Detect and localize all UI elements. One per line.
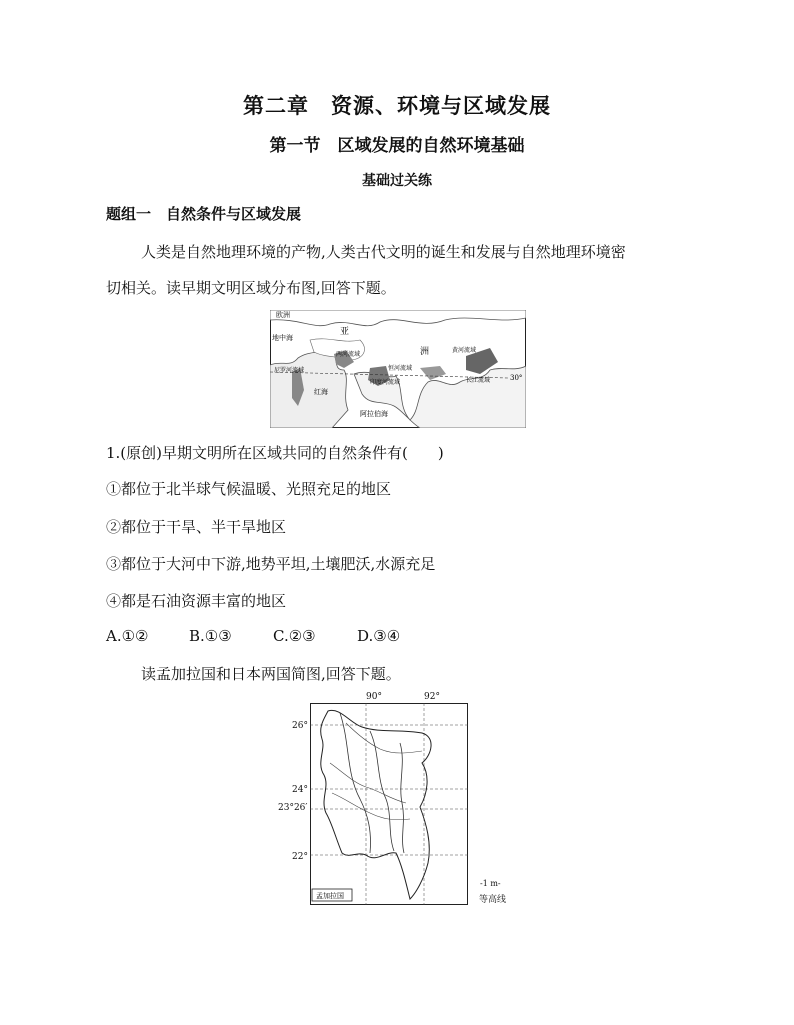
chapter-title: 第二章 资源、环境与区域发展 [243,93,551,118]
question-1-stem: 1.(原创)早期文明所在区域共同的自然条件有( ) [106,444,444,462]
label-arabian-sea: 阿拉伯海 [360,410,388,418]
group-title: 题组一 自然条件与区域发展 [106,205,302,223]
question-1-option-2: ②都位于干旱、半干旱地区 [106,518,287,536]
choice-c: C.②③ [273,627,316,645]
question-1-choices [106,627,400,645]
lat-label-24: 24° [292,785,308,795]
lat-label-22: 22° [292,852,308,862]
label-two-rivers: 两河流域 [336,351,361,358]
label-yellow-river: 黄河流域 [452,347,477,354]
bangladesh-map [310,703,468,905]
choice-b: B.①③ [189,627,232,645]
lat-label-26: 26° [292,721,308,731]
passage2-line1: 读孟加拉国和日本两国简图,回答下题。 [141,665,401,683]
contour-legend-symbol: -1 m- [480,879,501,888]
label-asia-2: 洲 [420,347,430,357]
passage1-line1: 人类是自然地理环境的产物,人类古代文明的诞生和发展与自然地理环境密 [141,243,626,261]
contour-legend-label: 等高线 [479,895,507,905]
label-lat-30: 30° [510,374,523,382]
lat-label-23-26: 23°26′ [278,803,308,813]
exercise-subtitle: 基础过关练 [362,173,432,189]
label-yangtze: 长江流域 [466,377,491,384]
question-1-option-1: ①都位于北半球气候温暖、光照充足的地区 [106,480,392,498]
lon-label-90: 90° [366,692,382,702]
label-nile: 尼罗河流域 [274,367,305,374]
question-1-option-4: ④都是石油资源丰富的地区 [106,592,287,610]
label-mediterranean: 地中海 [272,334,293,342]
label-ganges: 恒河流域 [388,365,413,372]
label-red-sea: 红海 [314,388,328,396]
choice-a: A.①② [106,627,149,645]
label-asia-1: 亚 [340,327,350,337]
section-title: 第一节 区域发展的自然环境基础 [269,136,525,156]
label-europe: 欧洲 [276,311,290,319]
lon-label-92: 92° [424,692,440,702]
choice-d: D.③④ [357,627,401,645]
map2-title-box: 孟加拉国 [316,892,344,900]
early-civilization-map [270,310,526,428]
question-1-option-3: ③都位于大河中下游,地势平坦,土壤肥沃,水源充足 [106,555,436,573]
label-indus: 印度河流域 [370,379,401,386]
passage1-line2: 切相关。读早期文明区域分布图,回答下题。 [106,279,396,297]
